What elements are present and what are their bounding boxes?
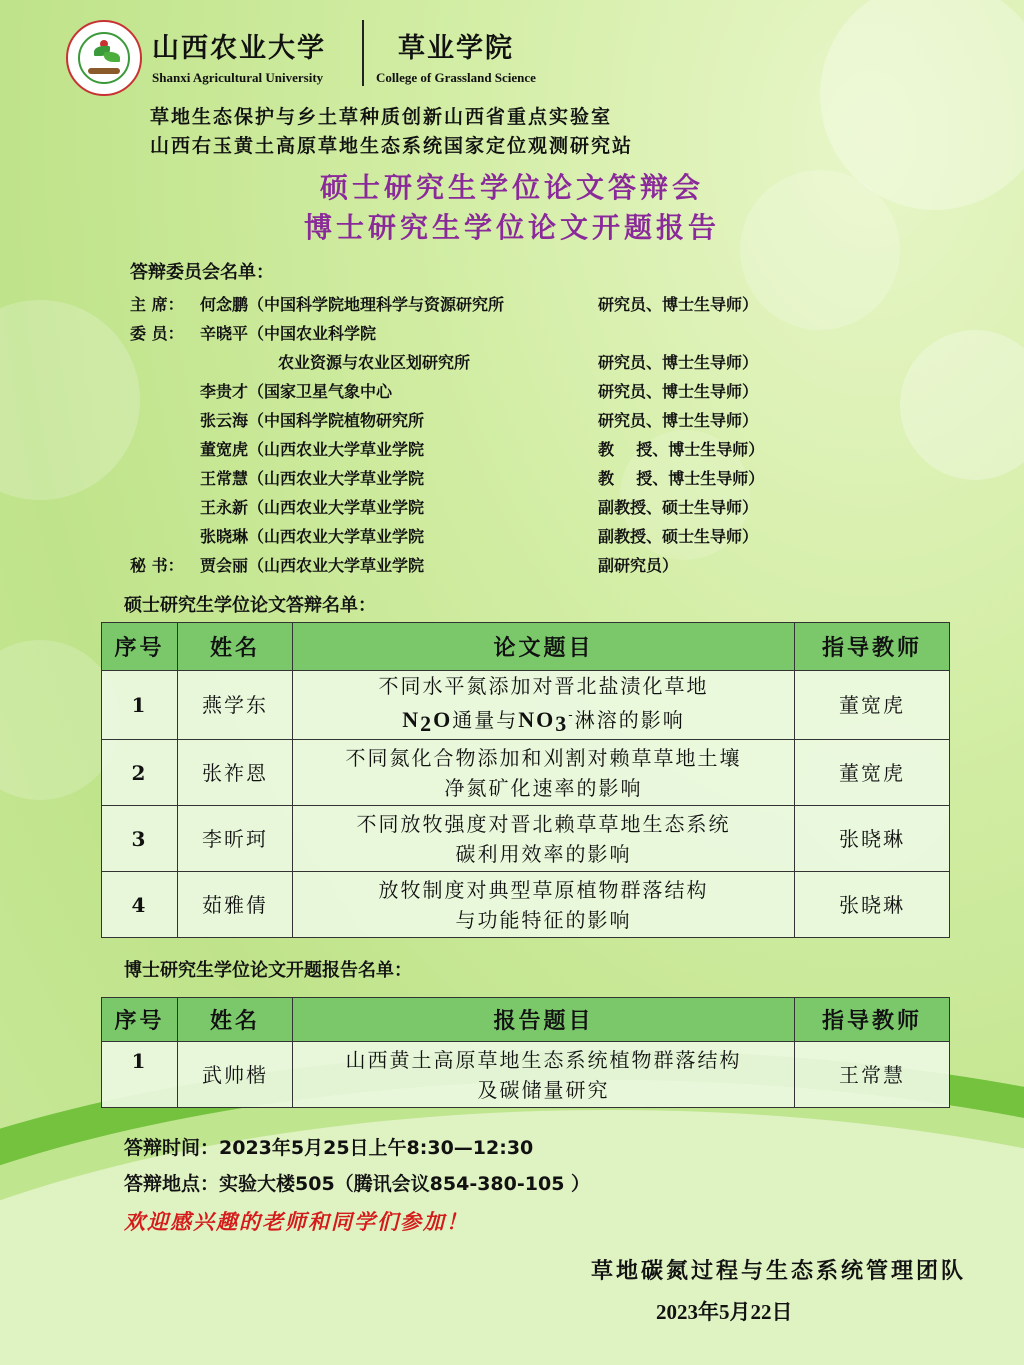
column-header: 姓名 [178,623,293,671]
thesis-title-line2: 净氮矿化速率的影响 [444,775,643,800]
phd-proposal-table [101,997,950,1108]
thesis-title-line1: 不同氮化合物添加和刈割对赖草草地土壤 [345,745,742,770]
thesis-title-line1: 放牧制度对典型草原植物群落结构 [378,877,709,902]
student-name: 茹雅倩 [178,872,293,938]
advisor-name: 董宽虎 [795,671,950,740]
college-name-en: College of Grassland Science [376,70,536,85]
row-number: 1 [102,671,178,740]
master-table-heading: 硕士研究生学位论文答辩名单： [124,595,376,616]
member-title: 研究员、博士生导师） [598,353,759,372]
column-header: 报告题目 [293,998,795,1042]
member-org-line2: 农业资源与农业区划研究所 [278,353,471,372]
defense-place: 答辩地点：实验大楼505（腾讯会议854-380-105 ） [124,1173,591,1195]
member-title: 研究员、博士生导师） [598,411,759,430]
member-name-org: 李贵才（国家卫星气象中心 [200,382,393,401]
phd-table-heading: 博士研究生学位论文开题报告名单： [124,960,412,981]
column-header: 指导教师 [795,623,950,671]
member-name-org: 辛晓平（中国农业科学院 [200,324,377,343]
advisor-name: 张晓琳 [795,872,950,938]
title-master-defense: 硕士研究生学位论文答辩会 [319,171,704,204]
student-name: 武帅楷 [178,1042,293,1108]
thesis-title [293,740,795,806]
university-logo [66,20,142,96]
advisor-name: 王常慧 [795,1042,950,1108]
report-title-line2: 及碳储量研究 [477,1077,610,1102]
member-name-org: 王永新（山西农业大学草业学院 [200,498,425,517]
row-number: 3 [102,806,178,872]
college-name-cn: 草业学院 [398,33,514,64]
lab-line-2: 山西右玉黄土高原草地生态系统国家定位观测研究站 [150,135,634,157]
member-title: 副教授、硕士生导师） [598,498,759,517]
table-row [102,1042,950,1108]
student-name: 李昕珂 [178,806,293,872]
defense-time: 答辩时间：2023年5月25日上午8:30—12:30 [124,1137,534,1159]
member-title: 副教授、硕士生导师） [598,527,759,546]
university-name-en: Shanxi Agricultural University [152,70,324,85]
advisor-name: 张晓琳 [795,806,950,872]
title-phd-proposal: 博士研究生学位论文开题报告 [303,211,720,244]
column-header: 论文题目 [293,623,795,671]
thesis-title-line2: 与功能特征的影响 [455,907,632,932]
secretary-title: 副研究员） [598,556,679,575]
table-header-row [102,998,950,1042]
column-header: 序号 [102,623,178,671]
member-name-org: 张晓琳（山西农业大学草业学院 [200,527,425,546]
master-defense-table [101,622,950,938]
university-name-cn: 山西农业大学 [152,33,326,64]
column-header: 姓名 [178,998,293,1042]
thesis-title-line1: 不同放牧强度对晋北赖草草地生态系统 [356,811,731,836]
team-name: 草地碳氮过程与生态系统管理团队 [590,1258,966,1284]
column-header: 指导教师 [795,998,950,1042]
chair-name-org: 何念鹏（中国科学院地理科学与资源研究所 [200,295,505,314]
chair-title: 研究员、博士生导师） [598,295,759,314]
thesis-title [293,806,795,872]
member-name-org: 张云海（中国科学院植物研究所 [200,411,425,430]
table-row [102,740,950,806]
table-row [102,671,950,740]
issue-date: 2023年5月22日 [656,1300,793,1324]
thesis-title-line1: 不同水平氮添加对晋北盐渍化草地 [378,674,709,698]
member-title: 教 授、博士生导师） [598,469,765,488]
student-name: 燕学东 [178,671,293,740]
member-name-org: 董宽虎（山西农业大学草业学院 [200,440,425,459]
lab-line-1: 草地生态保护与乡土草种质创新山西省重点实验室 [150,106,613,128]
thesis-title [293,671,795,740]
thesis-title-line2: 碳利用效率的影响 [455,841,632,866]
member-title: 教 授、博士生导师） [598,440,765,459]
advisor-name: 董宽虎 [795,740,950,806]
row-number: 2 [102,740,178,806]
secretary-label: 秘 书： [130,556,184,575]
table-header-row [102,623,950,671]
header-divider [362,20,364,86]
chair-label: 主 席： [130,295,184,314]
member-title: 研究员、博士生导师） [598,382,759,401]
column-header: 序号 [102,998,178,1042]
table-row [102,872,950,938]
secretary-name-org: 贾会丽（山西农业大学草业学院 [200,556,425,575]
thesis-title-line2: N2O通量与NO3-淋溶的影响 [402,707,685,736]
thesis-title [293,872,795,938]
welcome-message: 欢迎感兴趣的老师和同学们参加！ [124,1209,469,1234]
report-title-line1: 山西黄土高原草地生态系统植物群落结构 [345,1047,742,1072]
row-number: 1 [102,1042,178,1108]
table-row [102,806,950,872]
row-number: 4 [102,872,178,938]
student-name: 张祚恩 [178,740,293,806]
member-name-org: 王常慧（山西农业大学草业学院 [200,469,425,488]
member-label: 委 员： [130,324,184,343]
report-title [293,1042,795,1108]
committee-heading: 答辩委员会名单： [130,262,274,283]
